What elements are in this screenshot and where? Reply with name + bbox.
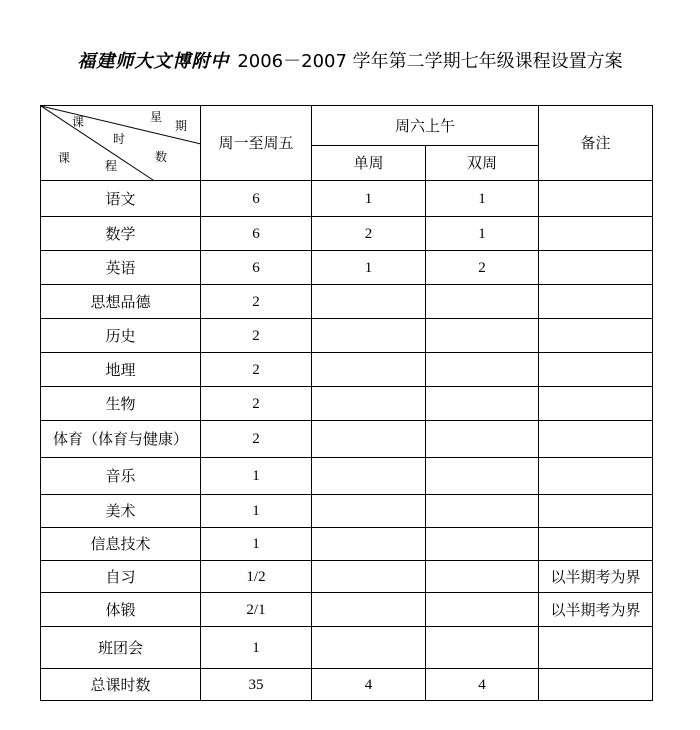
remark-cell (539, 181, 653, 217)
course-name-cell: 信息技术 (41, 528, 201, 561)
corner-bottom-left-char: 课 (57, 151, 70, 165)
course-name-cell: 语文 (41, 181, 201, 217)
table-body (41, 181, 653, 701)
course-name-cell: 班团会 (41, 627, 201, 669)
saturday-double-week-cell: 1 (426, 217, 539, 251)
saturday-double-week-cell (426, 387, 539, 421)
saturday-double-week-cell (426, 495, 539, 528)
saturday-double-week-cell (426, 528, 539, 561)
table-row (41, 285, 653, 319)
remark-cell (539, 627, 653, 669)
saturday-double-week-cell: 1 (426, 181, 539, 217)
saturday-single-week-cell (312, 319, 426, 353)
weekday-hours-cell: 6 (201, 251, 312, 285)
weekday-header: 周一至周五 (201, 106, 312, 181)
saturday-single-week-cell (312, 421, 426, 458)
weekday-hours-cell: 2 (201, 353, 312, 387)
course-name-cell: 体锻 (41, 593, 201, 627)
saturday-single-week-cell (312, 561, 426, 593)
remark-cell (539, 458, 653, 495)
saturday-double-week-cell (426, 593, 539, 627)
course-name-cell: 思想品德 (41, 285, 201, 319)
remark-cell (539, 319, 653, 353)
table-row (41, 387, 653, 421)
weekday-hours-cell: 1/2 (201, 561, 312, 593)
remarks-header: 备注 (539, 106, 653, 181)
course-name-cell: 生物 (41, 387, 201, 421)
curriculum-table (40, 105, 653, 701)
saturday-single-week-cell (312, 458, 426, 495)
table-row (41, 251, 653, 285)
remark-cell (539, 669, 653, 701)
table-row (41, 669, 653, 701)
diagonal-header (41, 106, 201, 180)
page-title (0, 50, 700, 74)
saturday-double-week-cell (426, 421, 539, 458)
table-row (41, 495, 653, 528)
course-name-cell: 数学 (41, 217, 201, 251)
title-plan-name: 2006－2007 学年第二学期七年级课程设置方案 (237, 51, 623, 72)
saturday-double-week-cell: 2 (426, 251, 539, 285)
table-row (41, 458, 653, 495)
saturday-single-week-cell (312, 593, 426, 627)
title-school-name: 福建师大文博附中 (77, 51, 230, 72)
saturday-single-week-cell (312, 495, 426, 528)
saturday-single-week-cell: 2 (312, 217, 426, 251)
course-name-cell: 总课时数 (41, 669, 201, 701)
remark-cell (539, 495, 653, 528)
course-name-cell: 自习 (41, 561, 201, 593)
table-row (41, 353, 653, 387)
weekday-hours-cell: 2 (201, 421, 312, 458)
weekday-hours-cell: 2/1 (201, 593, 312, 627)
table-header (41, 106, 653, 181)
weekday-hours-cell: 6 (201, 217, 312, 251)
table-row (41, 593, 653, 627)
remark-cell (539, 285, 653, 319)
weekday-hours-cell: 1 (201, 528, 312, 561)
diagonal-line-lower (41, 106, 153, 180)
weekday-hours-cell: 1 (201, 627, 312, 669)
saturday-single-week-cell (312, 528, 426, 561)
table-row (41, 421, 653, 458)
course-name-cell: 地理 (41, 353, 201, 387)
weekday-hours-cell: 2 (201, 319, 312, 353)
remark-cell (539, 387, 653, 421)
table-row (41, 217, 653, 251)
saturday-double-week-cell (426, 627, 539, 669)
saturday-double-week-cell (426, 458, 539, 495)
course-name-cell: 历史 (41, 319, 201, 353)
weekday-hours-cell: 1 (201, 495, 312, 528)
remark-cell (539, 217, 653, 251)
remark-cell (539, 251, 653, 285)
weekday-hours-cell: 1 (201, 458, 312, 495)
saturday-single-week-cell (312, 285, 426, 319)
corner-bottom-left-char: 程 (104, 159, 117, 173)
saturday-double-week-cell (426, 353, 539, 387)
single-week-header: 单周 (312, 146, 426, 181)
saturday-single-week-cell: 4 (312, 669, 426, 701)
table-row (41, 528, 653, 561)
saturday-double-week-cell (426, 285, 539, 319)
weekday-hours-cell: 2 (201, 285, 312, 319)
saturday-double-week-cell (426, 319, 539, 353)
table-row (41, 319, 653, 353)
remark-cell (539, 421, 653, 458)
corner-middle-char: 时 (112, 132, 125, 146)
corner-top-right-char: 星 (149, 110, 162, 124)
table-row (41, 627, 653, 669)
corner-middle-char: 数 (154, 150, 167, 164)
double-week-header: 双周 (426, 146, 539, 181)
saturday-single-week-cell: 1 (312, 181, 426, 217)
saturday-single-week-cell: 1 (312, 251, 426, 285)
remark-cell: 以半期考为界 (539, 593, 653, 627)
diagonal-header-cell (41, 106, 201, 181)
weekday-hours-cell: 35 (201, 669, 312, 701)
saturday-single-week-cell (312, 387, 426, 421)
table-row (41, 561, 653, 593)
saturday-single-week-cell (312, 627, 426, 669)
weekday-hours-cell: 6 (201, 181, 312, 217)
course-name-cell: 音乐 (41, 458, 201, 495)
remark-cell: 以半期考为界 (539, 561, 653, 593)
corner-middle-char: 课 (71, 115, 84, 129)
table-row (41, 181, 653, 217)
remark-cell (539, 528, 653, 561)
saturday-morning-header: 周六上午 (312, 106, 539, 146)
saturday-single-week-cell (312, 353, 426, 387)
weekday-hours-cell: 2 (201, 387, 312, 421)
course-name-cell: 体育（体育与健康） (41, 421, 201, 458)
saturday-double-week-cell: 4 (426, 669, 539, 701)
course-name-cell: 美术 (41, 495, 201, 528)
remark-cell (539, 353, 653, 387)
corner-top-right-char: 期 (174, 119, 187, 133)
saturday-double-week-cell (426, 561, 539, 593)
course-name-cell: 英语 (41, 251, 201, 285)
header-row-1 (41, 106, 653, 146)
